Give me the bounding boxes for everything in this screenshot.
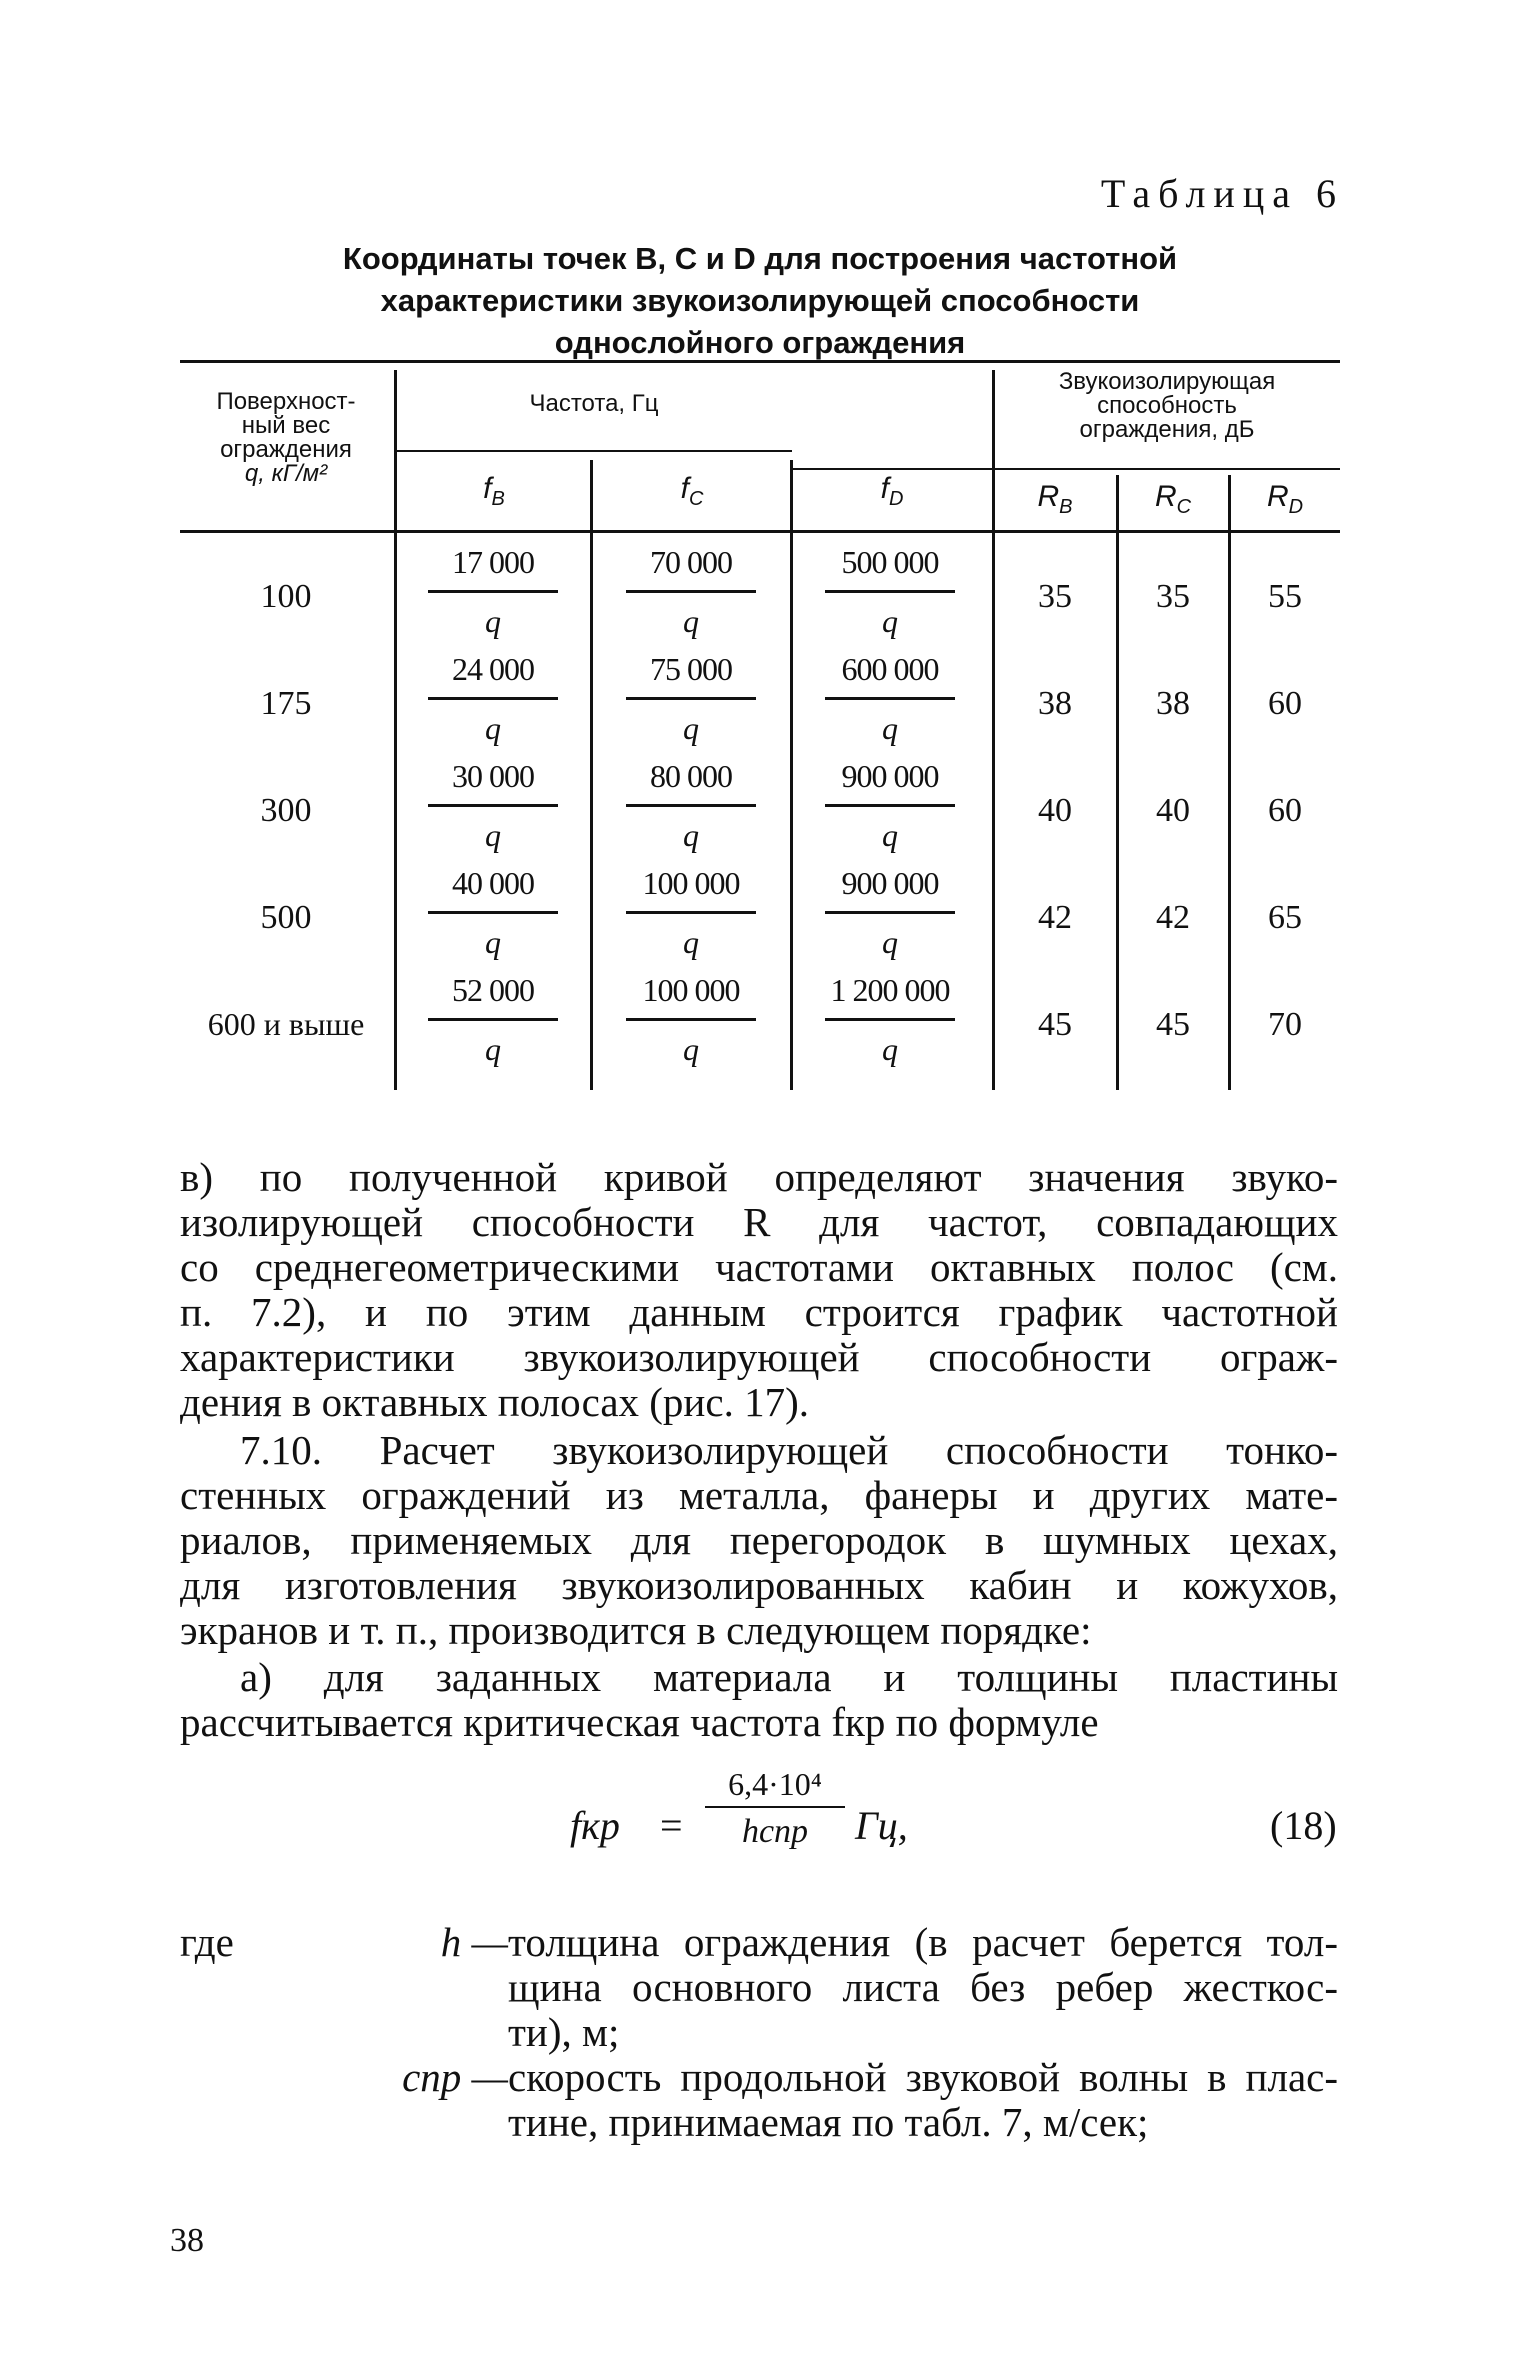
- fraction-fB: [428, 756, 558, 859]
- definition-symbol: h —: [440, 1919, 508, 1965]
- row-RB: 40: [1038, 792, 1072, 829]
- numerator: 500 000: [825, 542, 955, 593]
- symbol-f: f: [483, 472, 492, 505]
- text-line: стенных ограждений из металла, фанеры и других мате-: [180, 1472, 1338, 1518]
- row-weight: 300: [260, 792, 312, 829]
- header-fB: [396, 472, 592, 511]
- definition-c: [180, 2055, 1338, 2190]
- fraction-fC: [626, 970, 756, 1073]
- symbol-R: R: [1266, 480, 1289, 513]
- numerator: 900 000: [825, 863, 955, 914]
- header-RB: [994, 480, 1116, 519]
- header-fD: [792, 472, 992, 511]
- subscript: C: [1176, 496, 1192, 518]
- fraction-fD: [825, 649, 955, 752]
- row-RC: 35: [1156, 578, 1190, 615]
- denominator: q: [485, 603, 501, 639]
- numerator: 100 000: [626, 970, 756, 1021]
- fraction-fC: [626, 542, 756, 645]
- numerator: 75 000: [626, 649, 756, 700]
- denominator: q: [882, 1031, 898, 1067]
- denominator: q: [683, 817, 699, 853]
- definitions: [180, 1920, 1338, 2190]
- table-header-rule: [180, 530, 1340, 533]
- col-divider: [590, 460, 593, 1090]
- denominator: q: [683, 1031, 699, 1067]
- col-divider: [1228, 475, 1231, 1090]
- numerator: 600 000: [825, 649, 955, 700]
- denominator: q: [683, 603, 699, 639]
- row-RD: 60: [1268, 792, 1302, 829]
- numerator: 80 000: [626, 756, 756, 807]
- formula-numerator: 6,4·10⁴: [705, 1762, 845, 1808]
- header-insulation-line: ограждения, дБ: [1079, 416, 1255, 443]
- denominator: q: [882, 924, 898, 960]
- fraction-fC: [626, 649, 756, 752]
- fraction-fB: [428, 542, 558, 645]
- equation-number: (18): [1270, 1803, 1337, 1848]
- header-insulation-line: Звукоизолирующая: [1058, 368, 1276, 395]
- definition-text: [508, 1920, 1338, 2055]
- subscript: B: [1059, 496, 1073, 518]
- row-weight: 100: [260, 578, 312, 615]
- row-RD: 70: [1268, 1006, 1302, 1043]
- row-RD: 65: [1268, 899, 1302, 936]
- text-line: тине, принимаемая по табл. 7, м/сек;: [508, 2099, 1149, 2145]
- paragraph-7-10: [180, 1428, 1338, 1653]
- numerator: 100 000: [626, 863, 756, 914]
- page-number: 38: [170, 2222, 204, 2259]
- definition-h: [180, 1920, 1338, 2055]
- fraction-fD: [825, 756, 955, 859]
- numerator: 52 000: [428, 970, 558, 1021]
- text-line: изолирующей способности R для частот, совпадающих: [180, 1199, 1338, 1245]
- text-line: рассчитывается критическая частота fкр по формуле: [180, 1699, 1099, 1745]
- subscript: B: [491, 488, 505, 510]
- col-divider: [790, 460, 793, 1090]
- denominator: q: [683, 710, 699, 746]
- fraction-fD: [825, 970, 955, 1073]
- numerator: 70 000: [626, 542, 756, 593]
- definition-symbol: cпр —: [402, 2054, 508, 2100]
- row-weight: 600 и выше: [207, 1006, 365, 1042]
- subscript: C: [688, 488, 704, 510]
- row-RB: 35: [1038, 578, 1072, 615]
- insulation-subheader-rule: [792, 468, 1340, 470]
- denominator: q: [882, 710, 898, 746]
- col-divider: [1116, 475, 1119, 1090]
- fraction-fC: [626, 863, 756, 966]
- numerator: 24 000: [428, 649, 558, 700]
- formula-equals: =: [660, 1803, 683, 1848]
- formula-denominator: hcпр: [741, 1813, 809, 1850]
- denominator: q: [683, 924, 699, 960]
- symbol-f: f: [880, 472, 889, 505]
- row-RC: 38: [1156, 685, 1190, 722]
- numerator: 900 000: [825, 756, 955, 807]
- header-fC: [592, 472, 792, 511]
- paragraph-a: [180, 1655, 1338, 1745]
- paragraph-v: [180, 1155, 1338, 1425]
- header-insulation: [994, 370, 1340, 442]
- numerator: 40 000: [428, 863, 558, 914]
- header-RD: [1230, 480, 1340, 519]
- header-weight-line: q, кГ/м²: [244, 460, 328, 487]
- row-RC: 45: [1156, 1006, 1190, 1043]
- caption-line: характеристики звукоизолирующей способности: [380, 283, 1140, 318]
- text-line: ти), м;: [508, 2009, 620, 2055]
- header-frequency: Частота, Гц: [529, 390, 659, 417]
- definition-text: [508, 2055, 1338, 2145]
- table-caption: [180, 238, 1340, 364]
- caption-line: Координаты точек B, C и D для построения частотной: [342, 241, 1178, 276]
- header-weight-line: ограждения: [220, 436, 352, 463]
- fraction-fC: [626, 756, 756, 859]
- header-weight-line: Поверхност-: [216, 388, 356, 415]
- subscript: D: [888, 488, 904, 510]
- denominator: q: [882, 603, 898, 639]
- text-line: со среднегеометрическими частотами октавных полос (см.: [180, 1244, 1338, 1290]
- row-RB: 45: [1038, 1006, 1072, 1043]
- text-line: для изготовления звукоизолированных кабин и кожухов,: [180, 1562, 1338, 1608]
- formula-lhs: fкр: [570, 1803, 620, 1848]
- denominator: q: [882, 817, 898, 853]
- text-line: п. 7.2), и по этим данным строится график частотной: [180, 1289, 1338, 1335]
- numerator: 17 000: [428, 542, 558, 593]
- symbol-R: R: [1037, 480, 1060, 513]
- denominator: q: [485, 1031, 501, 1067]
- text-line: риалов, применяемых для перегородок в шумных цехах,: [180, 1517, 1338, 1563]
- header-RC: [1118, 480, 1228, 519]
- formula-18: [0, 1762, 1534, 1882]
- formula-unit: Гц,: [855, 1803, 908, 1848]
- symbol-R: R: [1154, 480, 1177, 513]
- table-top-rule: [180, 360, 1340, 363]
- row-RB: 38: [1038, 685, 1072, 722]
- fraction-fD: [825, 863, 955, 966]
- text-line: характеристики звукоизолирующей способности ограж-: [180, 1334, 1338, 1380]
- row-RD: 60: [1268, 685, 1302, 722]
- row-weight: 500: [260, 899, 312, 936]
- fraction-fB: [428, 649, 558, 752]
- symbol-f: f: [680, 472, 689, 505]
- row-RD: 55: [1268, 578, 1302, 615]
- caption-line: однослойного ограждения: [554, 325, 966, 360]
- text-line: экранов и т. п., производится в следующем порядке:: [180, 1607, 1092, 1653]
- text-line: 7.10. Расчет звукоизолирующей способности тонко-: [240, 1427, 1338, 1473]
- row-weight: 175: [260, 685, 312, 722]
- text-line: толщина ограждения (в расчет берется тол-: [508, 1919, 1338, 1965]
- text-line: щина основного листа без ребер жесткос-: [508, 1964, 1338, 2010]
- row-RB: 42: [1038, 899, 1072, 936]
- header-weight: [180, 390, 392, 486]
- where-label: где: [180, 1919, 234, 1965]
- fraction-fD: [825, 542, 955, 645]
- header-weight-line: ный вес: [241, 412, 331, 439]
- table-label: Таблица 6: [1100, 171, 1344, 216]
- denominator: q: [485, 710, 501, 746]
- numerator: 1 200 000: [825, 970, 955, 1021]
- fraction-fB: [428, 970, 558, 1073]
- row-RC: 42: [1156, 899, 1190, 936]
- frequency-subheader-rule: [396, 450, 792, 452]
- numerator: 30 000: [428, 756, 558, 807]
- denominator: q: [485, 924, 501, 960]
- text-line: дения в октавных полосах (рис. 17).: [180, 1379, 809, 1425]
- denominator: q: [485, 817, 501, 853]
- subscript: D: [1288, 496, 1304, 518]
- formula-fraction: [705, 1762, 845, 1856]
- text-line: скорость продольной звуковой волны в плас-: [508, 2054, 1338, 2100]
- fraction-fB: [428, 863, 558, 966]
- col-divider: [992, 370, 995, 1090]
- row-RC: 40: [1156, 792, 1190, 829]
- header-insulation-line: способность: [1097, 392, 1237, 419]
- text-line: а) для заданных материала и толщины пластины: [240, 1654, 1338, 1700]
- text-line: в) по полученной кривой определяют значения звуко-: [180, 1154, 1338, 1200]
